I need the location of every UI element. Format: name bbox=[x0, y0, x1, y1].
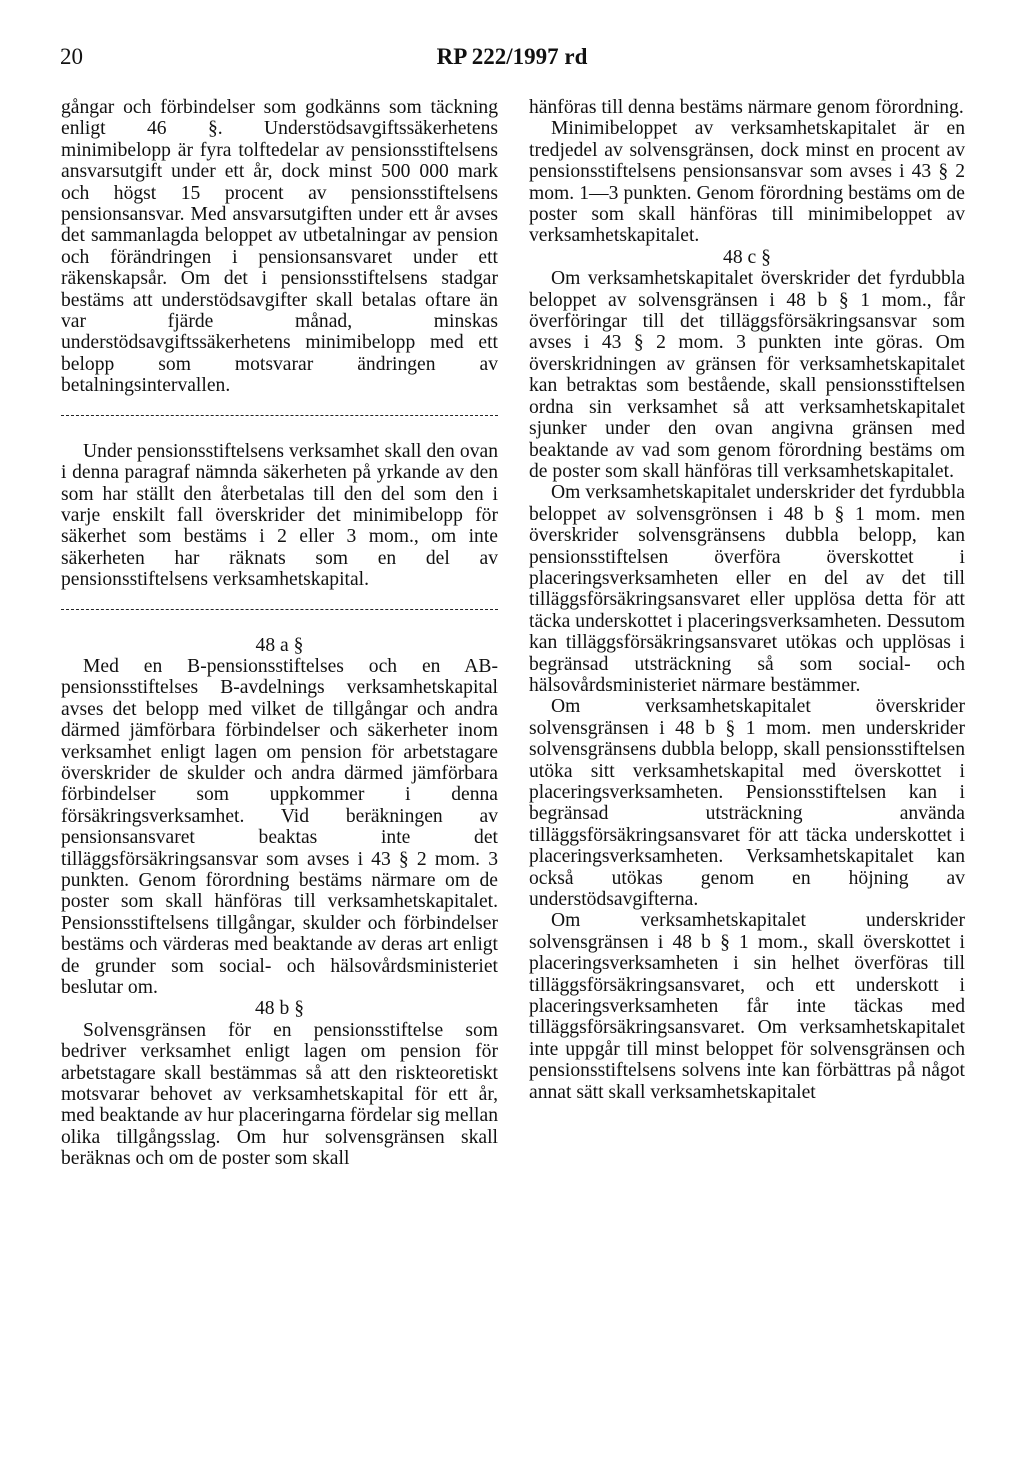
page-number: 20 bbox=[60, 44, 83, 69]
paragraph: hänföras till denna bestäms närmare genom förordning. bbox=[529, 97, 964, 118]
right-column bbox=[529, 97, 965, 1103]
paragraph: Om verksamhetskapitalet underskrider solvensgränsen i 48 b § 1 mom., skall överskottet i placeringsverksamheten i sin helhet överföras till tilläggsförsäkringsansvaret, och ett underskott i placeringsverksamheten får inte täckas med tilläggsförsäkringsansvaret. Om verksamhetskapitalet inte uppgår till minst beloppet för solvensgränsen och pensionsstiftelsens solvens inte kan förbättras på något annat sätt skall verksamhetskapitalet bbox=[529, 910, 965, 1103]
omission-dash-line bbox=[61, 599, 498, 621]
paragraph: Minimibeloppet av verksamhetskapitalet är en tredjedel av solvensgränsen, dock minst en procent av pensionsstiftelsens pensionsansvar som avses i 43 § 2 mom. 1—3 punkten. Genom förordning bestäms om de poster som skall hänföras till minimibeloppet av verksamhetskapitalet. bbox=[529, 118, 965, 247]
paragraph: Om verksamhetskapitalet underskrider det fyrdubbla beloppet av solvensgrönsen i 48 b § 1 mom. men överskrider solvensgränsens dubbla belopp, kan pensionsstiftelsen överföra överskottet i placeringsverksamheten eller en del av det till tilläggsförsäkringsansvaret eller upplösa detta för att täcka underskottet i placeringsverksamheten. Dessutom kan tilläggsförsäkringsansvaret utökas och upplösas i begränsad utsträckning så som social- och hälsovårdsministeriet närmare bestämmer. bbox=[529, 482, 965, 696]
paragraph: Om verksamhetskapitalet överskrider det fyrdubbla beloppet av solvensgränsen i 48 b § 1 mom., får överföringar till det tilläggsförsäkringsansvar som avses i 43 § 2 mom. 3 punkten inte göras. Om överskridningen av gränsen för verksamhetskapitalet kan betraktas som bestående, skall pensionsstiftelsen ordna sin verksamhet så att verksamhetskapitalet sjunker under den ovan angivna gränsen med beaktande av vad som genom förordning bestäms om de poster som skall hänföras till verksamhetskapitalet. bbox=[529, 268, 965, 482]
section-heading-48c: 48 c § bbox=[723, 246, 771, 268]
paragraph: Om verksamhetskapitalet överskrider solvensgränsen i 48 b § 1 mom. men underskrider solvensgränsens dubbla belopp, skall pensionsstiftelsen utöka sitt verksamhetskapital med överskottet i placeringsverksamheten. Pensionsstiftelsen kan i begränsad utsträckning använda tilläggsförsäkringsansvaret för att täcka underskottet i placeringsverksamheten. Verksamhetskapitalet kan också utökas genom en höjning av understödsavgifterna. bbox=[529, 696, 965, 911]
page-header bbox=[0, 44, 1024, 74]
section-heading-48a: 48 a § bbox=[255, 634, 304, 656]
section-heading-48b: 48 b § bbox=[255, 998, 304, 1020]
document-title: RP 222/1997 rd bbox=[436, 44, 588, 69]
paragraph: Med en B-pensionsstiftelses och en AB-pensionsstiftelses B-avdelnings verksamhetskapital avses det belopp med vilket de tillgångar och andra därmed jämförbara förbindelser och säkerheter inom verksamhet enligt lagen om pension för arbetstagare överskrider de skulder och andra därmed jämförbara förbindelser som uppkommer i denna försäkringsverksamhet. Vid beräkningen av pensionsansvaret beaktas inte det tilläggsförsäkringsansvar som avses i 43 § 2 mom. 3 punkten. Genom förordning bestäms närmare om de poster som skall hänföras till verksamhetskapitalet. Pensionsstiftelsens tillgångar, skulder och förbindelser bestäms och värderas med beaktande av deras art enligt de grunder som social- och hälsovårdsministeriet beslutar om. bbox=[61, 655, 498, 999]
omission-dash-line bbox=[61, 405, 498, 427]
left-column bbox=[61, 97, 498, 1170]
paragraph: Solvensgränsen för en pensionsstiftelse som bedriver verksamhet enligt lagen om pension för arbetstagare skall bestämmas så att den riskteoretiskt motsvarar behovet av verksamhetskapital för ett år, med beaktande av hur placeringarna fördelar sig mellan olika tillgångsslag. Om hur solvensgränsen skall beräknas och om de poster som skall bbox=[61, 1019, 498, 1170]
paragraph: gångar och förbindelser som godkänns som täckning enligt 46 §. Understödsavgiftssäkerhetens minimibelopp är fyra tolftedelar av pensionsstiftelsens ansvarsutgift under ett år, dock minst 500 000 mark och högst 15 procent av pensionsstiftelsens pensionsansvar. Med ansvarsutgiften under ett år avses det sammanlagda beloppet av utbetalningar av pension och förändringen i pensionsansvaret under ett räkenskapsår. Om det i pensionsstiftelsens stadgar bestäms att understödsavgifter skall betalas oftare än var fjärde månad, minskas understödsavgiftssäkerhetens minimibelopp med ett belopp som motsvarar ändringen av betalningsintervallen. bbox=[61, 97, 498, 397]
paragraph: Under pensionsstiftelsens verksamhet skall den ovan i denna paragraf nämnda säkerheten på yrkande av den som har ställt den återbetalas till den del som den i varje enskilt fall överskrider det minimibelopp för säkerhet som bestäms i 2 eller 3 mom., om inte säkerheten har räknats som en del av pensionsstiftelsens verksamhetskapital. bbox=[61, 440, 498, 591]
